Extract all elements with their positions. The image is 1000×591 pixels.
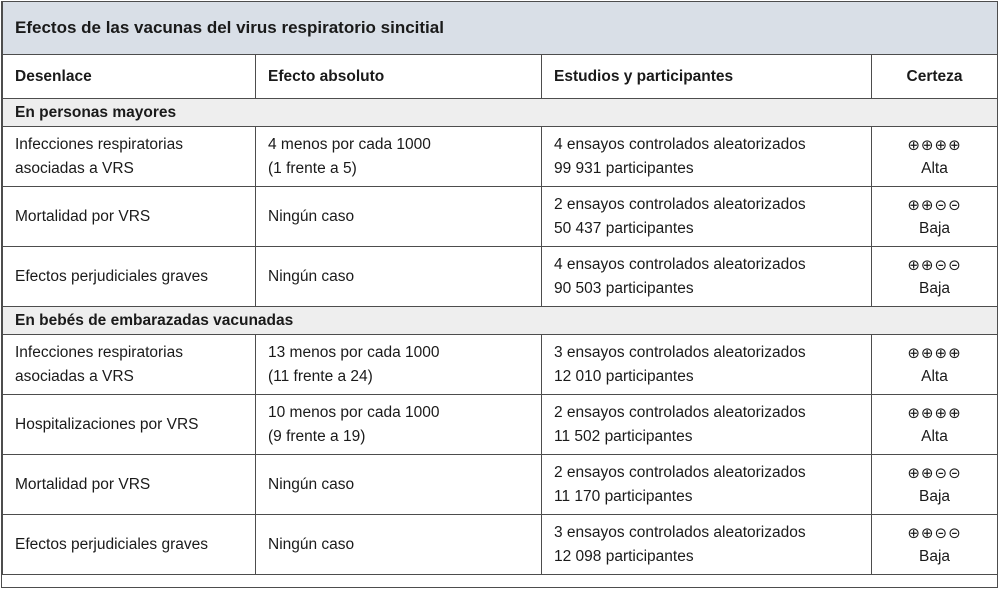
certainty-label: Baja bbox=[918, 279, 951, 297]
header-studies-participants: Estudios y participantes bbox=[542, 55, 872, 99]
studies-cell-line: 2 ensayos controlados aleatorizados bbox=[554, 403, 806, 421]
studies-cell bbox=[542, 187, 872, 247]
absolute-effect-cell-line: 10 menos por cada 1000 bbox=[268, 403, 440, 421]
absolute-effect-cell-line: (9 frente a 19) bbox=[268, 427, 366, 445]
table-title: Efectos de las vacunas del virus respiratorio sincitial bbox=[3, 2, 998, 55]
certainty-cell bbox=[872, 455, 998, 515]
certainty-symbols-icon: ⊕⊕⊕⊕ bbox=[907, 403, 962, 422]
certainty-symbols-icon: ⊕⊕⊝⊝ bbox=[907, 195, 962, 214]
studies-cell bbox=[542, 127, 872, 187]
outcome-cell bbox=[3, 247, 256, 307]
certainty-cell bbox=[872, 127, 998, 187]
evidence-table bbox=[2, 2, 998, 575]
outcome-cell bbox=[3, 455, 256, 515]
outcome-cell-line: Efectos perjudiciales graves bbox=[15, 267, 208, 285]
absolute-effect-cell-line: 4 menos por cada 1000 bbox=[268, 135, 431, 153]
studies-cell bbox=[542, 247, 872, 307]
certainty-cell bbox=[872, 247, 998, 307]
certainty-cell bbox=[872, 395, 998, 455]
evidence-table-container bbox=[1, 1, 998, 588]
absolute-effect-cell-line: Ningún caso bbox=[268, 475, 355, 493]
certainty-label: Alta bbox=[921, 159, 948, 177]
studies-cell-line: 2 ensayos controlados aleatorizados bbox=[554, 195, 806, 213]
certainty-symbols-icon: ⊕⊕⊝⊝ bbox=[907, 463, 962, 482]
absolute-effect-cell bbox=[256, 247, 542, 307]
studies-cell bbox=[542, 455, 872, 515]
section-row bbox=[3, 99, 998, 127]
studies-cell-line: 11 502 participantes bbox=[554, 427, 693, 445]
certainty-symbols-icon: ⊕⊕⊝⊝ bbox=[907, 255, 962, 274]
certainty-symbols-icon: ⊕⊕⊕⊕ bbox=[907, 343, 962, 362]
table-title-row bbox=[3, 2, 998, 55]
certainty-cell bbox=[872, 515, 998, 575]
studies-cell-line: 11 170 participantes bbox=[554, 487, 693, 505]
studies-cell bbox=[542, 515, 872, 575]
studies-cell-line: 90 503 participantes bbox=[554, 279, 694, 297]
outcome-cell bbox=[3, 515, 256, 575]
absolute-effect-cell-line: 13 menos por cada 1000 bbox=[268, 343, 440, 361]
certainty-label: Alta bbox=[921, 427, 948, 445]
outcome-cell bbox=[3, 335, 256, 395]
table-row bbox=[3, 335, 998, 395]
certainty-symbols-icon: ⊕⊕⊕⊕ bbox=[907, 135, 962, 154]
table-row bbox=[3, 247, 998, 307]
column-header-row bbox=[3, 55, 998, 99]
table-row bbox=[3, 515, 998, 575]
certainty-label: Baja bbox=[918, 219, 951, 237]
outcome-cell-line: Efectos perjudiciales graves bbox=[15, 535, 208, 553]
studies-cell-line: 12 098 participantes bbox=[554, 547, 694, 565]
absolute-effect-cell-line: Ningún caso bbox=[268, 207, 355, 225]
section-label: En personas mayores bbox=[3, 99, 998, 127]
absolute-effect-cell-line: (1 frente a 5) bbox=[268, 159, 357, 177]
outcome-cell-line: Hospitalizaciones por VRS bbox=[15, 415, 199, 433]
outcome-cell-line: Infecciones respiratorias bbox=[15, 343, 183, 361]
table-row bbox=[3, 395, 998, 455]
absolute-effect-cell-line: Ningún caso bbox=[268, 535, 355, 553]
table-row bbox=[3, 455, 998, 515]
studies-cell-line: 4 ensayos controlados aleatorizados bbox=[554, 255, 806, 273]
certainty-label: Alta bbox=[921, 367, 948, 385]
outcome-cell-line: asociadas a VRS bbox=[15, 367, 134, 385]
studies-cell-line: 3 ensayos controlados aleatorizados bbox=[554, 523, 806, 541]
studies-cell-line: 2 ensayos controlados aleatorizados bbox=[554, 463, 806, 481]
studies-cell-line: 3 ensayos controlados aleatorizados bbox=[554, 343, 806, 361]
outcome-cell bbox=[3, 395, 256, 455]
outcome-cell bbox=[3, 127, 256, 187]
studies-cell-line: 50 437 participantes bbox=[554, 219, 694, 237]
outcome-cell-line: Infecciones respiratorias bbox=[15, 135, 183, 153]
certainty-cell bbox=[872, 187, 998, 247]
absolute-effect-cell-line: (11 frente a 24) bbox=[268, 367, 373, 385]
outcome-cell-line: Mortalidad por VRS bbox=[15, 207, 151, 225]
studies-cell-line: 99 931 participantes bbox=[554, 159, 694, 177]
table-row bbox=[3, 187, 998, 247]
absolute-effect-cell bbox=[256, 127, 542, 187]
absolute-effect-cell bbox=[256, 515, 542, 575]
absolute-effect-cell bbox=[256, 455, 542, 515]
certainty-label: Baja bbox=[918, 547, 951, 565]
header-absolute-effect: Efecto absoluto bbox=[256, 55, 542, 99]
header-certainty: Certeza bbox=[872, 55, 998, 99]
section-label: En bebés de embarazadas vacunadas bbox=[3, 307, 998, 335]
studies-cell-line: 12 010 participantes bbox=[554, 367, 694, 385]
absolute-effect-cell bbox=[256, 395, 542, 455]
table-row bbox=[3, 127, 998, 187]
studies-cell-line: 4 ensayos controlados aleatorizados bbox=[554, 135, 806, 153]
outcome-cell-line: Mortalidad por VRS bbox=[15, 475, 151, 493]
studies-cell bbox=[542, 335, 872, 395]
certainty-label: Baja bbox=[918, 487, 951, 505]
studies-cell bbox=[542, 395, 872, 455]
absolute-effect-cell bbox=[256, 335, 542, 395]
certainty-symbols-icon: ⊕⊕⊝⊝ bbox=[907, 523, 962, 542]
absolute-effect-cell-line: Ningún caso bbox=[268, 267, 355, 285]
outcome-cell-line: asociadas a VRS bbox=[15, 159, 134, 177]
header-outcome: Desenlace bbox=[3, 55, 256, 99]
outcome-cell bbox=[3, 187, 256, 247]
section-row bbox=[3, 307, 998, 335]
absolute-effect-cell bbox=[256, 187, 542, 247]
certainty-cell bbox=[872, 335, 998, 395]
